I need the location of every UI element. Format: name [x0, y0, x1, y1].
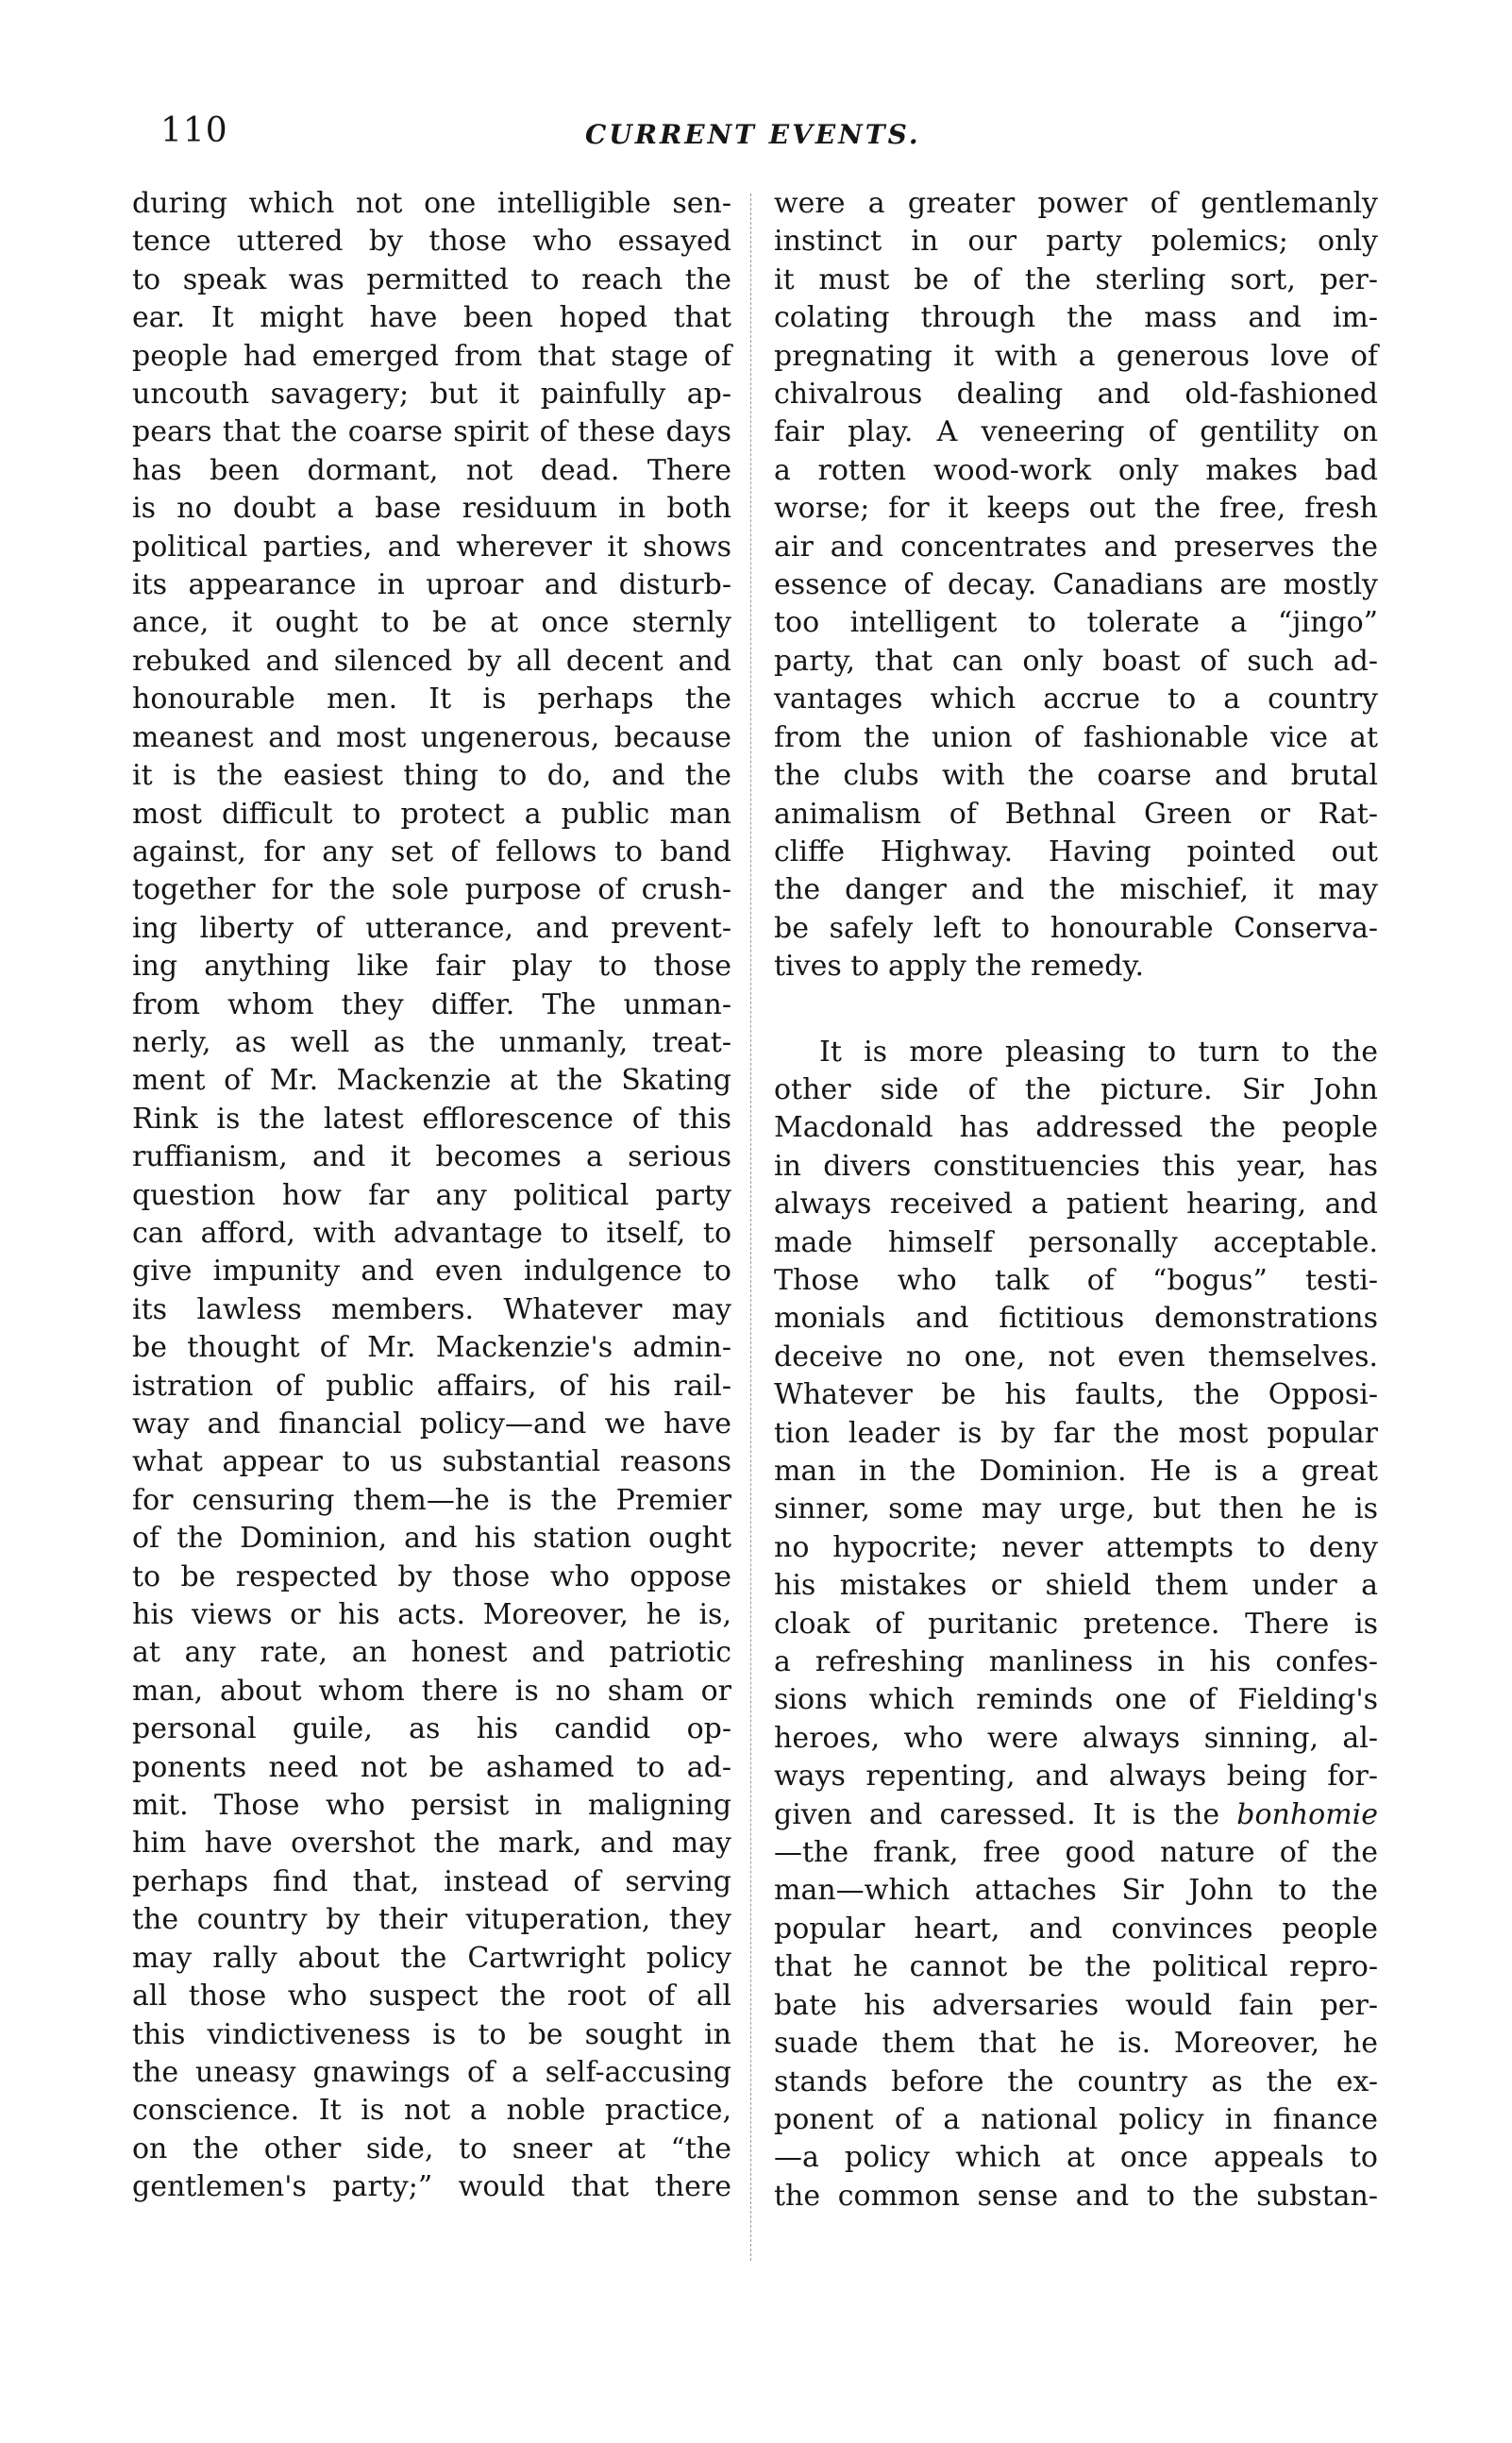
right-paragraph-2: [774, 1034, 1378, 1796]
text-line: bate his adversaries would fain per-: [774, 1988, 1378, 2022]
italic-word: bonhomie: [1236, 1797, 1378, 1831]
text-line: tion leader is by far the most popular: [774, 1416, 1378, 1450]
text-line: mit. Those who persist in maligning: [132, 1789, 731, 1823]
text-line: give impunity and even indulgence to: [132, 1255, 731, 1289]
text-line: a refreshing manliness in his confes-: [774, 1645, 1378, 1679]
text-line: too intelligent to tolerate a “jingo”: [774, 606, 1378, 640]
text-line: against, for any set of fellows to band: [132, 834, 731, 868]
text-line: it is the easiest thing to do, and the: [132, 759, 731, 793]
text-line: at any rate, an honest and patriotic: [132, 1636, 731, 1670]
text-line: heroes, who were always sinning, al-: [774, 1721, 1378, 1755]
text-line: stands before the country as the ex-: [774, 2064, 1378, 2098]
text-line: this vindictiveness is to be sought in: [132, 2017, 731, 2051]
text-line: most difficult to protect a public man: [132, 797, 731, 831]
text-line: for censuring them—he is the Premier: [132, 1483, 731, 1517]
text-line: Those who talk of “bogus” testi-: [774, 1263, 1378, 1297]
text-line: Macdonald has addressed the people: [774, 1111, 1378, 1145]
text-line: may rally about the Cartwright policy: [132, 1941, 731, 1975]
text-line: question how far any political party: [132, 1178, 731, 1212]
page-header: [132, 111, 1359, 168]
text-line: its appearance in uproar and disturb-: [132, 568, 731, 602]
paragraph-gap: [774, 986, 1378, 1034]
text-line: air and concentrates and preserves the: [774, 530, 1378, 564]
text-line: nerly, as well as the unmanly, treat-: [132, 1025, 731, 1059]
text-line: can afford, with advantage to itself, to: [132, 1216, 731, 1250]
text-line: other side of the picture. Sir John: [774, 1072, 1378, 1106]
text-line: uncouth savagery; but it painfully ap-: [132, 378, 731, 412]
text-line: perhaps find that, instead of serving: [132, 1864, 731, 1898]
text-line: no hypocrite; never attempts to deny: [774, 1530, 1378, 1564]
text-line: on the other side, to sneer at “the: [132, 2131, 731, 2165]
text-line: pregnating it with a generous love of: [774, 339, 1378, 373]
text-line: to speak was permitted to reach the: [132, 262, 731, 296]
text-line: —a policy which at once appeals to: [774, 2141, 1378, 2175]
text-line: istration of public affairs, of his rail-: [132, 1369, 731, 1403]
text-line: personal guile, as his candid op-: [132, 1712, 731, 1746]
text-line: be safely left to honourable Conserva-: [774, 911, 1378, 945]
text-line: sinner, some may urge, but then he is: [774, 1492, 1378, 1526]
text-line: ment of Mr. Mackenzie at the Skating: [132, 1064, 731, 1098]
text-line: were a greater power of gentlemanly: [774, 187, 1378, 220]
text-line: sions which reminds one of Fielding's: [774, 1683, 1378, 1717]
text-line: honourable men. It is perhaps the: [132, 682, 731, 716]
text-line: worse; for it keeps out the free, fresh: [774, 492, 1378, 526]
text-line: a rotten wood-work only makes bad: [774, 453, 1378, 487]
text-line: cliffe Highway. Having pointed out: [774, 834, 1378, 868]
text-line: conscience. It is not a noble practice,: [132, 2094, 731, 2128]
text-line: from whom they differ. The unman-: [132, 987, 731, 1021]
text-line: instinct in our party polemics; only: [774, 225, 1378, 259]
text-line: colating through the mass and im-: [774, 301, 1378, 335]
text-line: to be respected by those who oppose: [132, 1559, 731, 1593]
right-column: [774, 185, 1378, 2216]
text-line: party, that can only boast of such ad-: [774, 644, 1378, 678]
text-line: cloak of puritanic pretence. There is: [774, 1607, 1378, 1641]
right-paragraph-1: [774, 185, 1378, 986]
text-line: from the union of fashionable vice at: [774, 720, 1378, 754]
text-line: what appear to us substantial reasons: [132, 1445, 731, 1479]
text-line: chivalrous dealing and old-fashioned: [774, 378, 1378, 412]
text-line: be thought of Mr. Mackenzie's admin-: [132, 1331, 731, 1365]
text-line: made himself personally acceptable.: [774, 1225, 1378, 1259]
text-line: tives to apply the remedy.: [774, 950, 1144, 984]
text-line: of the Dominion, and his station ought: [132, 1522, 731, 1556]
text-line: tence uttered by those who essayed: [132, 225, 731, 259]
text-run: given and caressed. It is the: [774, 1797, 1237, 1831]
text-line: together for the sole purpose of crush-: [132, 873, 731, 907]
text-line: man—which attaches Sir John to the: [774, 1874, 1378, 1908]
text-line: fair play. A veneering of gentility on: [774, 415, 1378, 449]
text-line: meanest and most ungenerous, because: [132, 720, 731, 754]
text-line: popular heart, and convinces people: [774, 1912, 1378, 1946]
text-line: it must be of the sterling sort, per-: [774, 262, 1378, 296]
text-line: pears that the coarse spirit of these days: [132, 415, 731, 449]
text-line: that he cannot be the political repro-: [774, 1950, 1378, 1984]
text-line: —the frank, free good nature of the: [774, 1836, 1378, 1870]
text-line: its lawless members. Whatever may: [132, 1292, 731, 1326]
text-line: monials and fictitious demonstrations: [774, 1302, 1378, 1336]
text-line: ponent of a national policy in finance: [774, 2102, 1378, 2136]
text-line: Rink is the latest efflorescence of this: [132, 1102, 731, 1136]
text-line: him have overshot the mark, and may: [132, 1827, 731, 1861]
text-line: gentlemen's party;” would that there: [132, 2170, 731, 2204]
text-line: ruffianism, and it becomes a serious: [132, 1140, 731, 1174]
text-line: the uneasy gnawings of a self-accusing: [132, 2055, 731, 2089]
text-line: vantages which accrue to a country: [774, 682, 1378, 716]
text-line: his views or his acts. Moreover, he is,: [132, 1598, 731, 1632]
text-line: the clubs with the coarse and brutal: [774, 759, 1378, 793]
right-paragraph-2-continued: [774, 1834, 1378, 2216]
text-line: animalism of Bethnal Green or Rat-: [774, 797, 1378, 831]
text-line: ing anything like fair play to those: [132, 950, 731, 984]
text-line: man, about whom there is no sham or: [132, 1674, 731, 1708]
text-line: Whatever be his faults, the Opposi-: [774, 1378, 1378, 1412]
text-line: ing liberty of utterance, and prevent-: [132, 911, 731, 945]
text-line: during which not one intelligible sen-: [132, 187, 731, 220]
text-line: deceive no one, not even themselves.: [774, 1339, 1378, 1373]
text-line: suade them that he is. Moreover, he: [774, 2027, 1378, 2061]
text-line: essence of decay. Canadians are mostly: [774, 568, 1378, 602]
text-line: the danger and the mischief, it may: [774, 873, 1378, 907]
text-line: man in the Dominion. He is a great: [774, 1455, 1378, 1488]
text-line: all those who suspect the root of all: [132, 1980, 731, 2013]
text-line: is no doubt a base residuum in both: [132, 492, 731, 526]
text-line: people had emerged from that stage of: [132, 339, 731, 373]
text-line: [774, 1796, 1378, 1834]
text-line: way and financial policy—and we have: [132, 1407, 731, 1441]
text-line: has been dormant, not dead. There: [132, 453, 731, 487]
page-number: 110: [160, 111, 228, 150]
text-line: always received a patient hearing, and: [774, 1188, 1378, 1222]
running-title: CURRENT EVENTS.: [585, 119, 921, 150]
column-divider: [750, 194, 751, 2261]
text-line: his mistakes or shield them under a: [774, 1569, 1378, 1603]
text-line: ways repenting, and always being for-: [774, 1760, 1378, 1794]
text-line: ance, it ought to be at once sternly: [132, 606, 731, 640]
text-line: It is more pleasing to turn to the: [819, 1035, 1378, 1069]
text-line: the common sense and to the substan-: [774, 2179, 1378, 2213]
text-line: ponents need not be ashamed to ad-: [132, 1750, 731, 1784]
text-line: rebuked and silenced by all decent and: [132, 644, 731, 678]
text-line: in divers constituencies this year, has: [774, 1149, 1378, 1183]
text-line: ear. It might have been hoped that: [132, 301, 731, 335]
text-line: political parties, and wherever it shows: [132, 530, 731, 564]
text-line: the country by their vituperation, they: [132, 1903, 731, 1937]
left-column: [132, 185, 731, 2207]
